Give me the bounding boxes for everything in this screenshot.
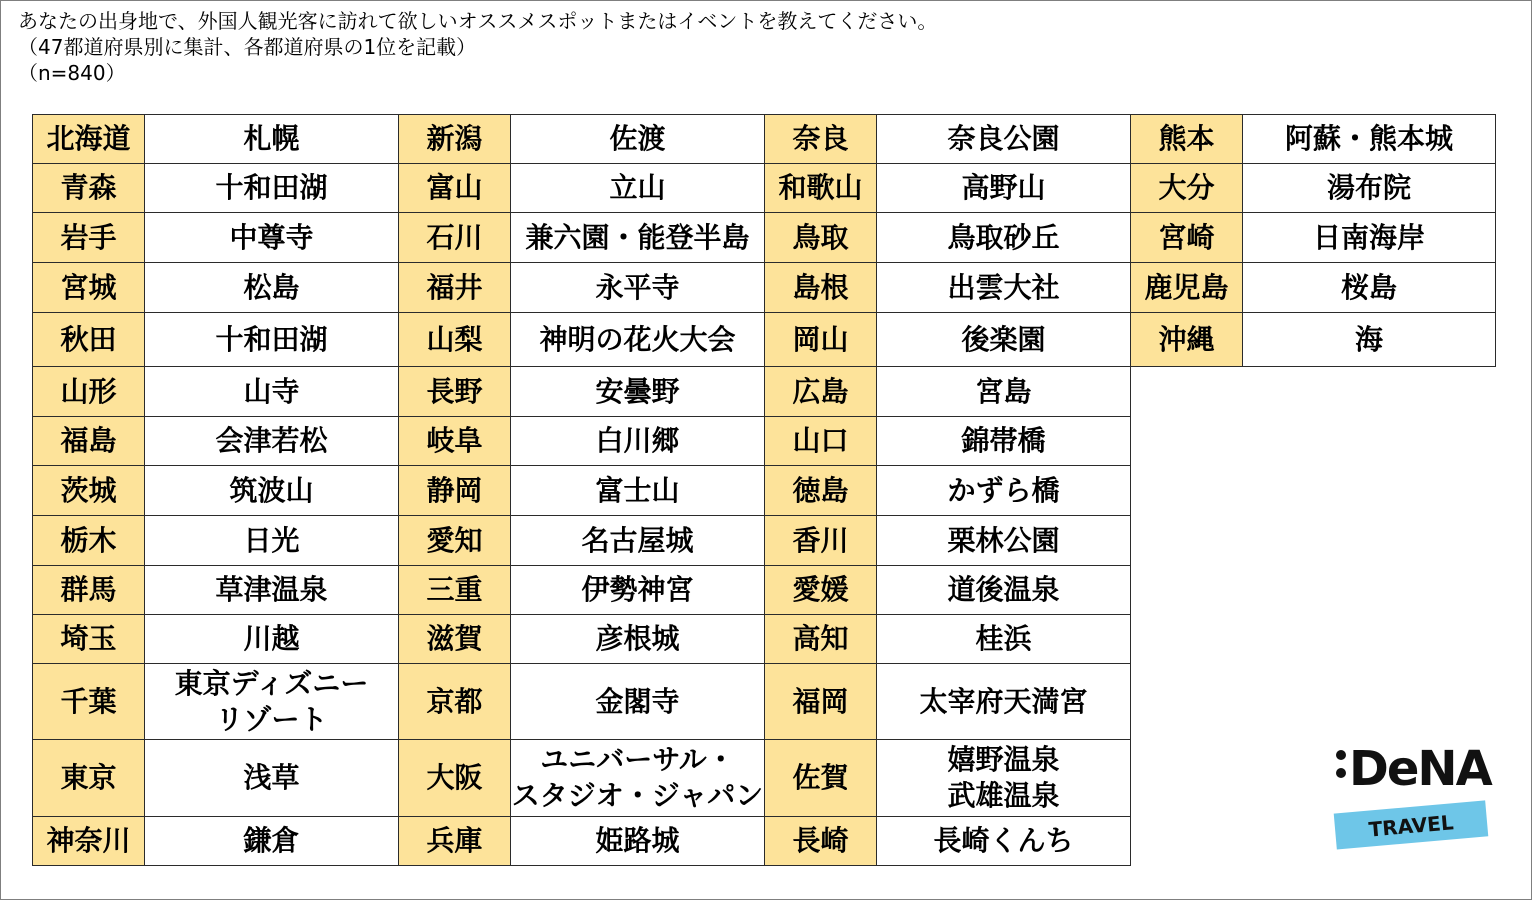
prefecture-cell: 奈良	[765, 115, 877, 164]
spot-cell: 鳥取砂丘	[877, 213, 1131, 263]
table-row	[33, 740, 1496, 817]
prefecture-cell: 大阪	[399, 740, 511, 817]
prefecture-cell: 東京	[33, 740, 145, 817]
spot-cell: 太宰府天満宮	[877, 664, 1131, 740]
empty-cell	[1243, 516, 1496, 566]
prefecture-cell: 愛知	[399, 516, 511, 566]
spot-cell: 奈良公園	[877, 115, 1131, 164]
spot-cell: 安曇野	[511, 367, 765, 417]
dena-travel-logo	[1325, 735, 1495, 855]
table-row	[33, 566, 1496, 615]
spot-cell: 中尊寺	[145, 213, 399, 263]
prefecture-cell: 秋田	[33, 313, 145, 367]
prefecture-cell: 宮城	[33, 263, 145, 313]
spot-cell: 会津若松	[145, 417, 399, 466]
table-row	[33, 263, 1496, 313]
prefecture-cell: 山形	[33, 367, 145, 417]
prefecture-cell: 長野	[399, 367, 511, 417]
spot-cell: 錦帯橋	[877, 417, 1131, 466]
prefecture-cell: 新潟	[399, 115, 511, 164]
prefecture-cell: 鳥取	[765, 213, 877, 263]
prefecture-cell: 長崎	[765, 817, 877, 866]
spot-line: スタジオ・ジャパン	[511, 779, 764, 812]
spot-cell	[877, 740, 1131, 817]
spot-cell	[511, 740, 765, 817]
empty-cell	[1243, 615, 1496, 664]
spot-cell: 松島	[145, 263, 399, 313]
spot-cell: 神明の花火大会	[511, 313, 765, 367]
prefecture-cell: 福島	[33, 417, 145, 466]
table-row	[33, 213, 1496, 263]
prefecture-cell: 三重	[399, 566, 511, 615]
prefecture-cell: 静岡	[399, 466, 511, 516]
prefecture-cell: 群馬	[33, 566, 145, 615]
prefecture-cell: 熊本	[1131, 115, 1243, 164]
prefecture-cell: 北海道	[33, 115, 145, 164]
prefecture-cell: 茨城	[33, 466, 145, 516]
spot-cell: 佐渡	[511, 115, 765, 164]
spot-line: リゾート	[215, 702, 328, 736]
prefecture-cell: 青森	[33, 164, 145, 213]
empty-cell	[1243, 417, 1496, 466]
spot-cell	[145, 664, 399, 740]
spot-cell: 草津温泉	[145, 566, 399, 615]
spot-cell: 札幌	[145, 115, 399, 164]
empty-cell	[1243, 466, 1496, 516]
spot-cell: 阿蘇・熊本城	[1243, 115, 1496, 164]
spot-cell: 川越	[145, 615, 399, 664]
empty-cell	[1131, 367, 1243, 417]
spot-cell: 彦根城	[511, 615, 765, 664]
spot-cell: 筑波山	[145, 466, 399, 516]
spot-cell: 日南海岸	[1243, 213, 1496, 263]
logo-brand: DeNA	[1349, 741, 1491, 797]
spot-cell: 名古屋城	[511, 516, 765, 566]
prefecture-cell: 滋賀	[399, 615, 511, 664]
prefecture-cell: 宮崎	[1131, 213, 1243, 263]
spot-line: 東京ディズニー	[174, 666, 369, 700]
spot-cell: 栗林公園	[877, 516, 1131, 566]
table-row	[33, 817, 1496, 866]
prefecture-cell: 高知	[765, 615, 877, 664]
prefecture-cell: 沖縄	[1131, 313, 1243, 367]
spot-cell: 山寺	[145, 367, 399, 417]
prefecture-cell: 和歌山	[765, 164, 877, 213]
empty-cell	[1131, 740, 1243, 817]
spot-cell: 長崎くんち	[877, 817, 1131, 866]
empty-cell	[1243, 664, 1496, 740]
empty-cell	[1243, 566, 1496, 615]
prefecture-cell: 佐賀	[765, 740, 877, 817]
prefecture-cell: 埼玉	[33, 615, 145, 664]
prefecture-cell: 徳島	[765, 466, 877, 516]
table-row	[33, 664, 1496, 740]
prefecture-cell: 神奈川	[33, 817, 145, 866]
prefecture-cell: 京都	[399, 664, 511, 740]
spot-cell: 海	[1243, 313, 1496, 367]
prefecture-cell: 鹿児島	[1131, 263, 1243, 313]
table-row	[33, 367, 1496, 417]
spot-cell: 桜島	[1243, 263, 1496, 313]
table-row	[33, 466, 1496, 516]
table-row	[33, 313, 1496, 367]
empty-cell	[1131, 466, 1243, 516]
spot-cell: 宮島	[877, 367, 1131, 417]
prefecture-cell: 山口	[765, 417, 877, 466]
spot-line: ユニバーサル・	[540, 743, 735, 776]
prefecture-cell: 香川	[765, 516, 877, 566]
spot-line: 嬉野温泉	[947, 743, 1060, 776]
spot-cell: 後楽園	[877, 313, 1131, 367]
spot-cell: 姫路城	[511, 817, 765, 866]
spot-line: 武雄温泉	[947, 779, 1060, 812]
spot-cell: 湯布院	[1243, 164, 1496, 213]
empty-cell	[1131, 566, 1243, 615]
empty-cell	[1131, 417, 1243, 466]
prefecture-cell: 福井	[399, 263, 511, 313]
spot-cell: 兼六園・能登半島	[511, 213, 765, 263]
spot-cell: かずら橋	[877, 466, 1131, 516]
spot-cell: 道後温泉	[877, 566, 1131, 615]
empty-cell	[1131, 615, 1243, 664]
prefecture-cell: 愛媛	[765, 566, 877, 615]
prefecture-cell: 岐阜	[399, 417, 511, 466]
survey-header	[18, 8, 937, 86]
prefecture-cell: 兵庫	[399, 817, 511, 866]
spot-cell: 伊勢神宮	[511, 566, 765, 615]
table-row	[33, 516, 1496, 566]
spot-cell: 出雲大社	[877, 263, 1131, 313]
prefecture-cell: 栃木	[33, 516, 145, 566]
prefecture-cell: 石川	[399, 213, 511, 263]
spot-cell: 永平寺	[511, 263, 765, 313]
spot-cell: 十和田湖	[145, 164, 399, 213]
spot-cell: 高野山	[877, 164, 1131, 213]
prefecture-cell: 富山	[399, 164, 511, 213]
empty-cell	[1243, 367, 1496, 417]
prefecture-cell: 千葉	[33, 664, 145, 740]
survey-question: あなたの出身地で、外国人観光客に訪れて欲しいオススメスポットまたはイベントを教えてください。	[18, 9, 938, 33]
sample-size: （n=840）	[18, 61, 126, 85]
table-row	[33, 615, 1496, 664]
spot-cell: 桂浜	[877, 615, 1131, 664]
spot-cell: 十和田湖	[145, 313, 399, 367]
spot-cell: 白川郷	[511, 417, 765, 466]
prefecture-cell: 島根	[765, 263, 877, 313]
table-row	[33, 164, 1496, 213]
prefecture-cell: 岩手	[33, 213, 145, 263]
survey-note: （47都道府県別に集計、各都道府県の1位を記載）	[18, 35, 477, 59]
prefecture-cell: 大分	[1131, 164, 1243, 213]
prefecture-cell: 岡山	[765, 313, 877, 367]
prefecture-cell: 広島	[765, 367, 877, 417]
spot-cell: 金閣寺	[511, 664, 765, 740]
table-row	[33, 417, 1496, 466]
prefecture-cell: 山梨	[399, 313, 511, 367]
spot-cell: 立山	[511, 164, 765, 213]
empty-cell	[1131, 664, 1243, 740]
spot-cell: 富士山	[511, 466, 765, 516]
spot-cell: 鎌倉	[145, 817, 399, 866]
empty-cell	[1131, 516, 1243, 566]
prefecture-spot-table	[32, 114, 1496, 866]
empty-cell	[1131, 817, 1243, 866]
spot-cell: 浅草	[145, 740, 399, 817]
spot-cell: 日光	[145, 516, 399, 566]
logo-sub: TRAVEL	[1367, 810, 1455, 842]
prefecture-cell: 福岡	[765, 664, 877, 740]
table-row	[33, 115, 1496, 164]
